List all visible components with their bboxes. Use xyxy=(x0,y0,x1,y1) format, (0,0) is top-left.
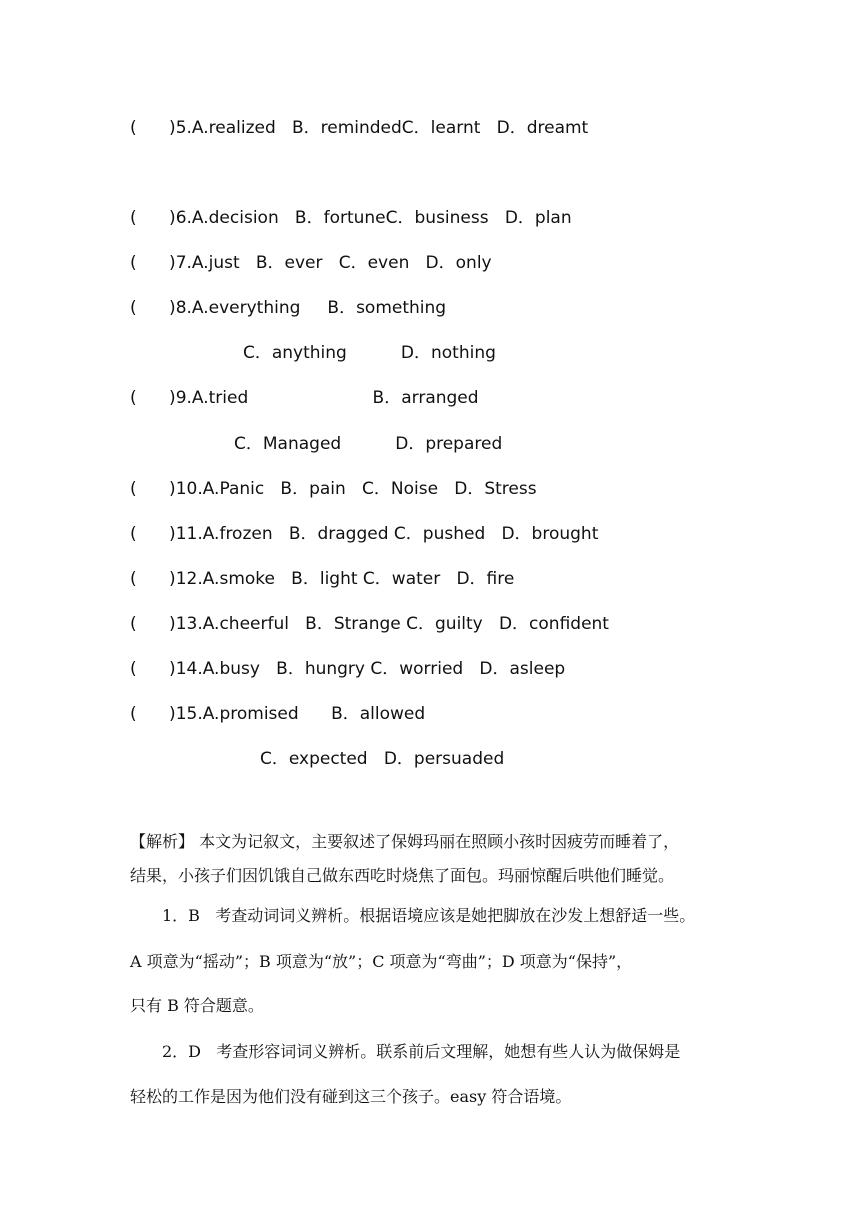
question-6: ( )6.A.decision B．fortuneC．business D．plan xyxy=(130,208,572,228)
question-15-options-cd: C．expected D．persuaded xyxy=(260,749,505,769)
answer-2-line-1: 2．D 考查形容词词义辨析。联系前后文理解，她想有些人认为做保姆是 xyxy=(162,1042,681,1061)
question-14: ( )14.A.busy B．hungry C．worried D．asleep xyxy=(130,659,566,679)
question-8-options-cd: C．anything D．nothing xyxy=(243,343,496,363)
question-9: ( )9.A.tried B．arranged xyxy=(130,388,479,408)
answer-1-line-1: 1．B 考查动词词义辨析。根据语境应该是她把脚放在沙发上想舒适一些。 xyxy=(162,906,696,925)
question-11: ( )11.A.frozen B．dragged C．pushed D．brought xyxy=(130,524,599,544)
question-15: ( )15.A.promised B．allowed xyxy=(130,704,426,724)
answer-1-line-2: A 项意为“摇动”；B 项意为“放”；C 项意为“弯曲”；D 项意为“保持”， xyxy=(130,952,633,971)
question-13: ( )13.A.cheerful B．Strange C．guilty D．confident xyxy=(130,614,609,634)
question-7: ( )7.A.just B．ever C．even D．only xyxy=(130,253,492,273)
question-9-options-cd: C．Managed D．prepared xyxy=(234,434,503,454)
analysis-intro-line-2: 结果，小孩子们因饥饿自己做东西吃时烧焦了面包。玛丽惊醒后哄他们睡觉。 xyxy=(130,866,675,885)
question-12: ( )12.A.smoke B．light C．water D．fire xyxy=(130,569,515,589)
question-5: ( )5.A.realized B．remindedC．learnt D．dreamt xyxy=(130,118,589,138)
question-10: ( )10.A.Panic B．pain C．Noise D．Stress xyxy=(130,479,537,499)
answer-2-line-2: 轻松的工作是因为他们没有碰到这三个孩子。easy 符合语境。 xyxy=(130,1087,572,1106)
question-8: ( )8.A.everything B．something xyxy=(130,298,447,318)
answer-1-line-3: 只有 B 符合题意。 xyxy=(130,996,264,1015)
analysis-intro-line-1: 【解析】 本文为记叙文，主要叙述了保姆玛丽在照顾小孩时因疲劳而睡着了， xyxy=(130,832,680,851)
